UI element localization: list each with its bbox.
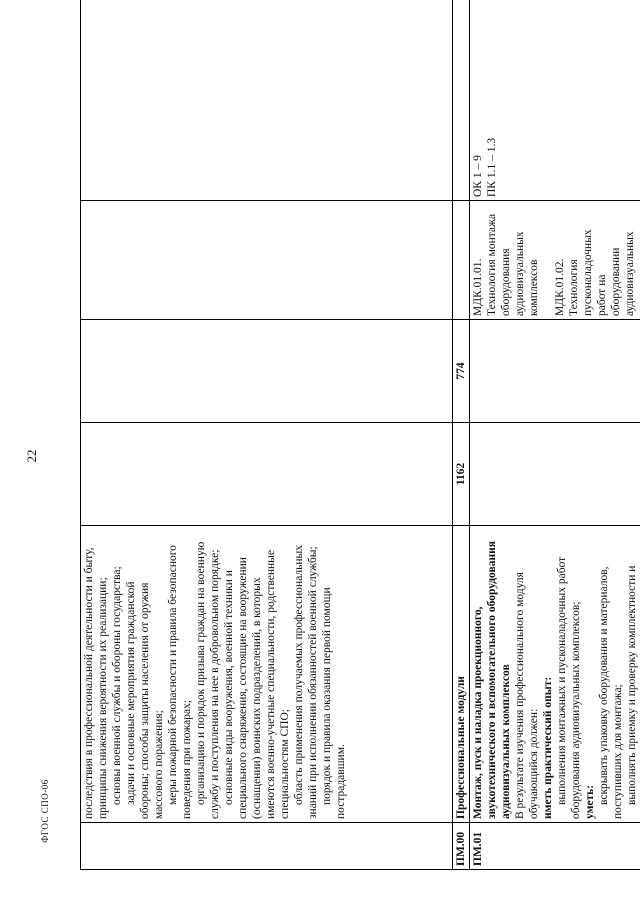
- pm00-code: ПМ.00: [453, 823, 470, 870]
- table-row: [470, 0, 640, 870]
- content-line: основы военной службы и обороны государства;: [111, 566, 124, 805]
- content-line: специального снаряжения, состоящие на вооружении: [237, 557, 250, 819]
- content-line: пострадавшим.: [335, 744, 348, 819]
- footer-code: ФГОС СПО-06: [40, 779, 50, 843]
- table-row: [453, 0, 470, 870]
- pm01-intro-1: В результате изучения профессионального модуля: [514, 572, 527, 819]
- content-line: службу и поступления на нее в добровольном порядке;: [209, 549, 222, 819]
- content-line: принципы снижения вероятности их реализации;: [97, 577, 110, 819]
- pm01-hours: [470, 320, 640, 423]
- cell-code: [81, 823, 453, 870]
- pm01-competencies: [470, 0, 640, 201]
- content-line: (оснащении) воинских подразделений, в которых: [251, 577, 264, 819]
- cell-discipline: [81, 201, 453, 320]
- content-line: массового поражения;: [153, 710, 166, 819]
- content-line: меры пожарной безопасности и правила безопасного: [167, 545, 180, 805]
- pm01-intro-2: обучающийся должен:: [528, 708, 541, 819]
- pm01-skill-2: поступивших для монтажа;: [612, 684, 625, 819]
- pm01-title-1: Монтаж, пуск и наладка проекционного,: [472, 606, 485, 819]
- competency-pk: ПК 1.1 – 1.3: [486, 137, 499, 197]
- pm00-discipline: [453, 201, 470, 320]
- rotated-table-page: [80, 20, 639, 870]
- content-line: обороны; способы защиты населения от оружия: [139, 582, 152, 819]
- pm01-skills-heading: уметь:: [584, 784, 597, 819]
- cell-max-load: [81, 423, 453, 526]
- pm01-title-3: аудиовизуальных комплексов: [500, 664, 513, 819]
- discipline-mdk-01-01: МДК.01.01. Технология монтажа оборудования аудиовизуальных комплексов: [472, 213, 541, 316]
- pm01-practice-heading: иметь практический опыт:: [542, 676, 555, 819]
- discipline-mdk-01-02: МДК.01.02. Технология пусконаладочных работ на оборудовании аудиовизуальных: [554, 229, 637, 316]
- pm00-competencies: [453, 0, 470, 201]
- pm00-title: Профессиональные модули: [453, 526, 470, 823]
- pm01-disciplines: [470, 201, 640, 320]
- pm01-skill-3: выполнять приемку и проверку комплектности и: [626, 565, 639, 805]
- pm00-hours: 774: [453, 320, 470, 423]
- cell-hours: [81, 320, 453, 423]
- pm01-practice-2: оборудования аудиовизуальных комплексов;: [570, 601, 583, 819]
- content-line: область применения получаемых профессиональных: [293, 544, 306, 805]
- content-line: задачи и основные мероприятия гражданской: [125, 581, 138, 805]
- content-line: поведения при пожарах;: [181, 699, 194, 819]
- content-line: последствия в профессиональной деятельности и быту,: [83, 547, 95, 819]
- pm01-title-2: звукотехнического и вспомогательного оборудования: [486, 541, 499, 819]
- pm01-code: ПМ.01: [470, 823, 640, 870]
- curriculum-table: [80, 0, 640, 870]
- pm01-practice-1: выполнения монтажных и пусконаладочных работ: [556, 556, 569, 805]
- content-line: организацию и порядок призыва граждан на военную: [195, 541, 208, 805]
- table-row: [81, 0, 453, 870]
- content-line: основные виды вооружения, военной техники и: [223, 570, 236, 805]
- page-number: 22: [24, 449, 39, 463]
- content-line: порядок и правила оказания первой помощи: [321, 587, 334, 805]
- content-line: специальностям СПО;: [279, 709, 292, 819]
- pm01-max-load: [470, 423, 640, 526]
- content-line: знаний при исполнении обязанностей военной службы;: [307, 546, 320, 819]
- pm01-content: [470, 526, 640, 823]
- content-line: имеются военно-учетные специальности, родственные: [265, 549, 278, 819]
- cell-content: [81, 526, 453, 823]
- competency-ok: ОК 1 – 9: [472, 155, 485, 197]
- pm00-max-load: 1162: [453, 423, 470, 526]
- pm01-skill-1: вскрывать упаковку оборудования и материалов,: [598, 566, 611, 805]
- cell-competencies: [81, 0, 453, 201]
